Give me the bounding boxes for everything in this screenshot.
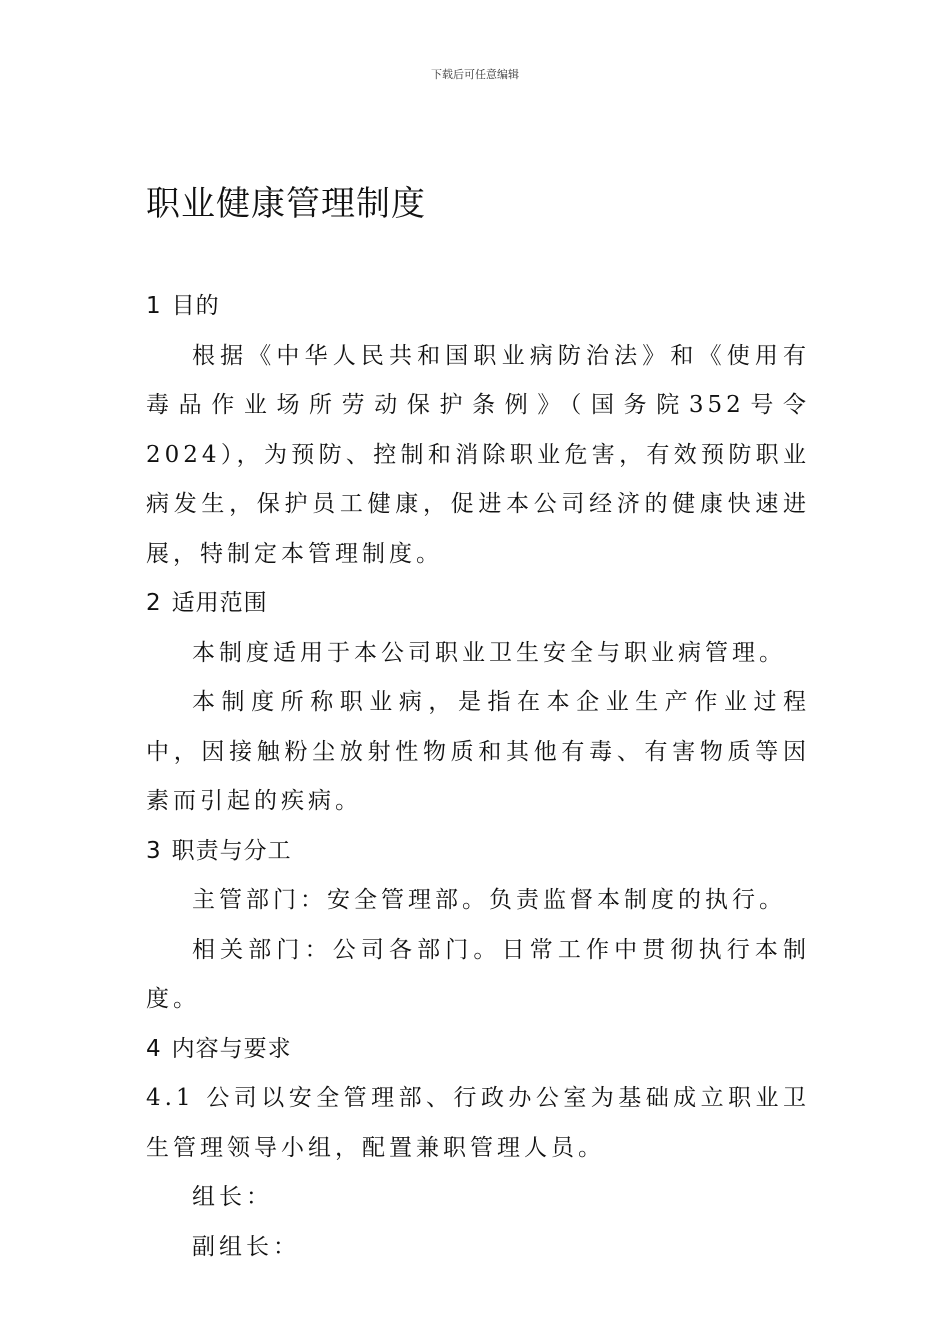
paragraph: 本制度所称职业病，是指在本企业生产作业过程中，因接触粉尘放射性物质和其他有毒、有害物质等因素而引起的疾病。: [146, 689, 810, 814]
document-title: 职业健康管理制度: [146, 184, 426, 224]
section-heading-purpose: [146, 282, 810, 332]
paragraph: 相关部门：公司各部门。日常工作中贯彻执行本制度。: [146, 936, 810, 1012]
section-number: 2: [146, 590, 162, 616]
header-note: 下载后可任意编辑: [431, 68, 519, 81]
section-number: 1: [146, 293, 162, 319]
section-title: 职责与分工: [171, 837, 292, 864]
section-number: 3: [146, 837, 162, 864]
paragraph: 本制度适用于本公司职业卫生安全与职业病管理。: [192, 639, 786, 666]
document-body: [146, 282, 810, 1272]
paragraph: 副组长：: [192, 1233, 300, 1260]
clause-4-1: 4.1 公司以安全管理部、行政办公室为基础成立职业卫生管理领导小组，配置兼职管理人员。: [146, 1085, 810, 1161]
paragraph: 根据《中华人民共和国职业病防治法》和《使用有毒品作业场所劳动保护条例》（国务院352号令2024），为预防、控制和消除职业危害，有效预防职业病发生，保护员工健康，促进本公司经济的健康快速进展，特制定本管理制度。: [146, 342, 810, 567]
paragraph: 主管部门：安全管理部。负责监督本制度的执行。: [192, 887, 786, 913]
section-heading-content-requirements: [146, 1025, 810, 1075]
paragraph: 组长：: [192, 1184, 273, 1210]
section-title: 适用范围: [171, 590, 268, 616]
section-title: 目的: [171, 293, 220, 319]
section-heading-scope: [146, 579, 810, 629]
section-heading-responsibilities: [146, 827, 810, 877]
section-number: 4: [146, 1035, 162, 1062]
section-title: 内容与要求: [171, 1035, 292, 1062]
